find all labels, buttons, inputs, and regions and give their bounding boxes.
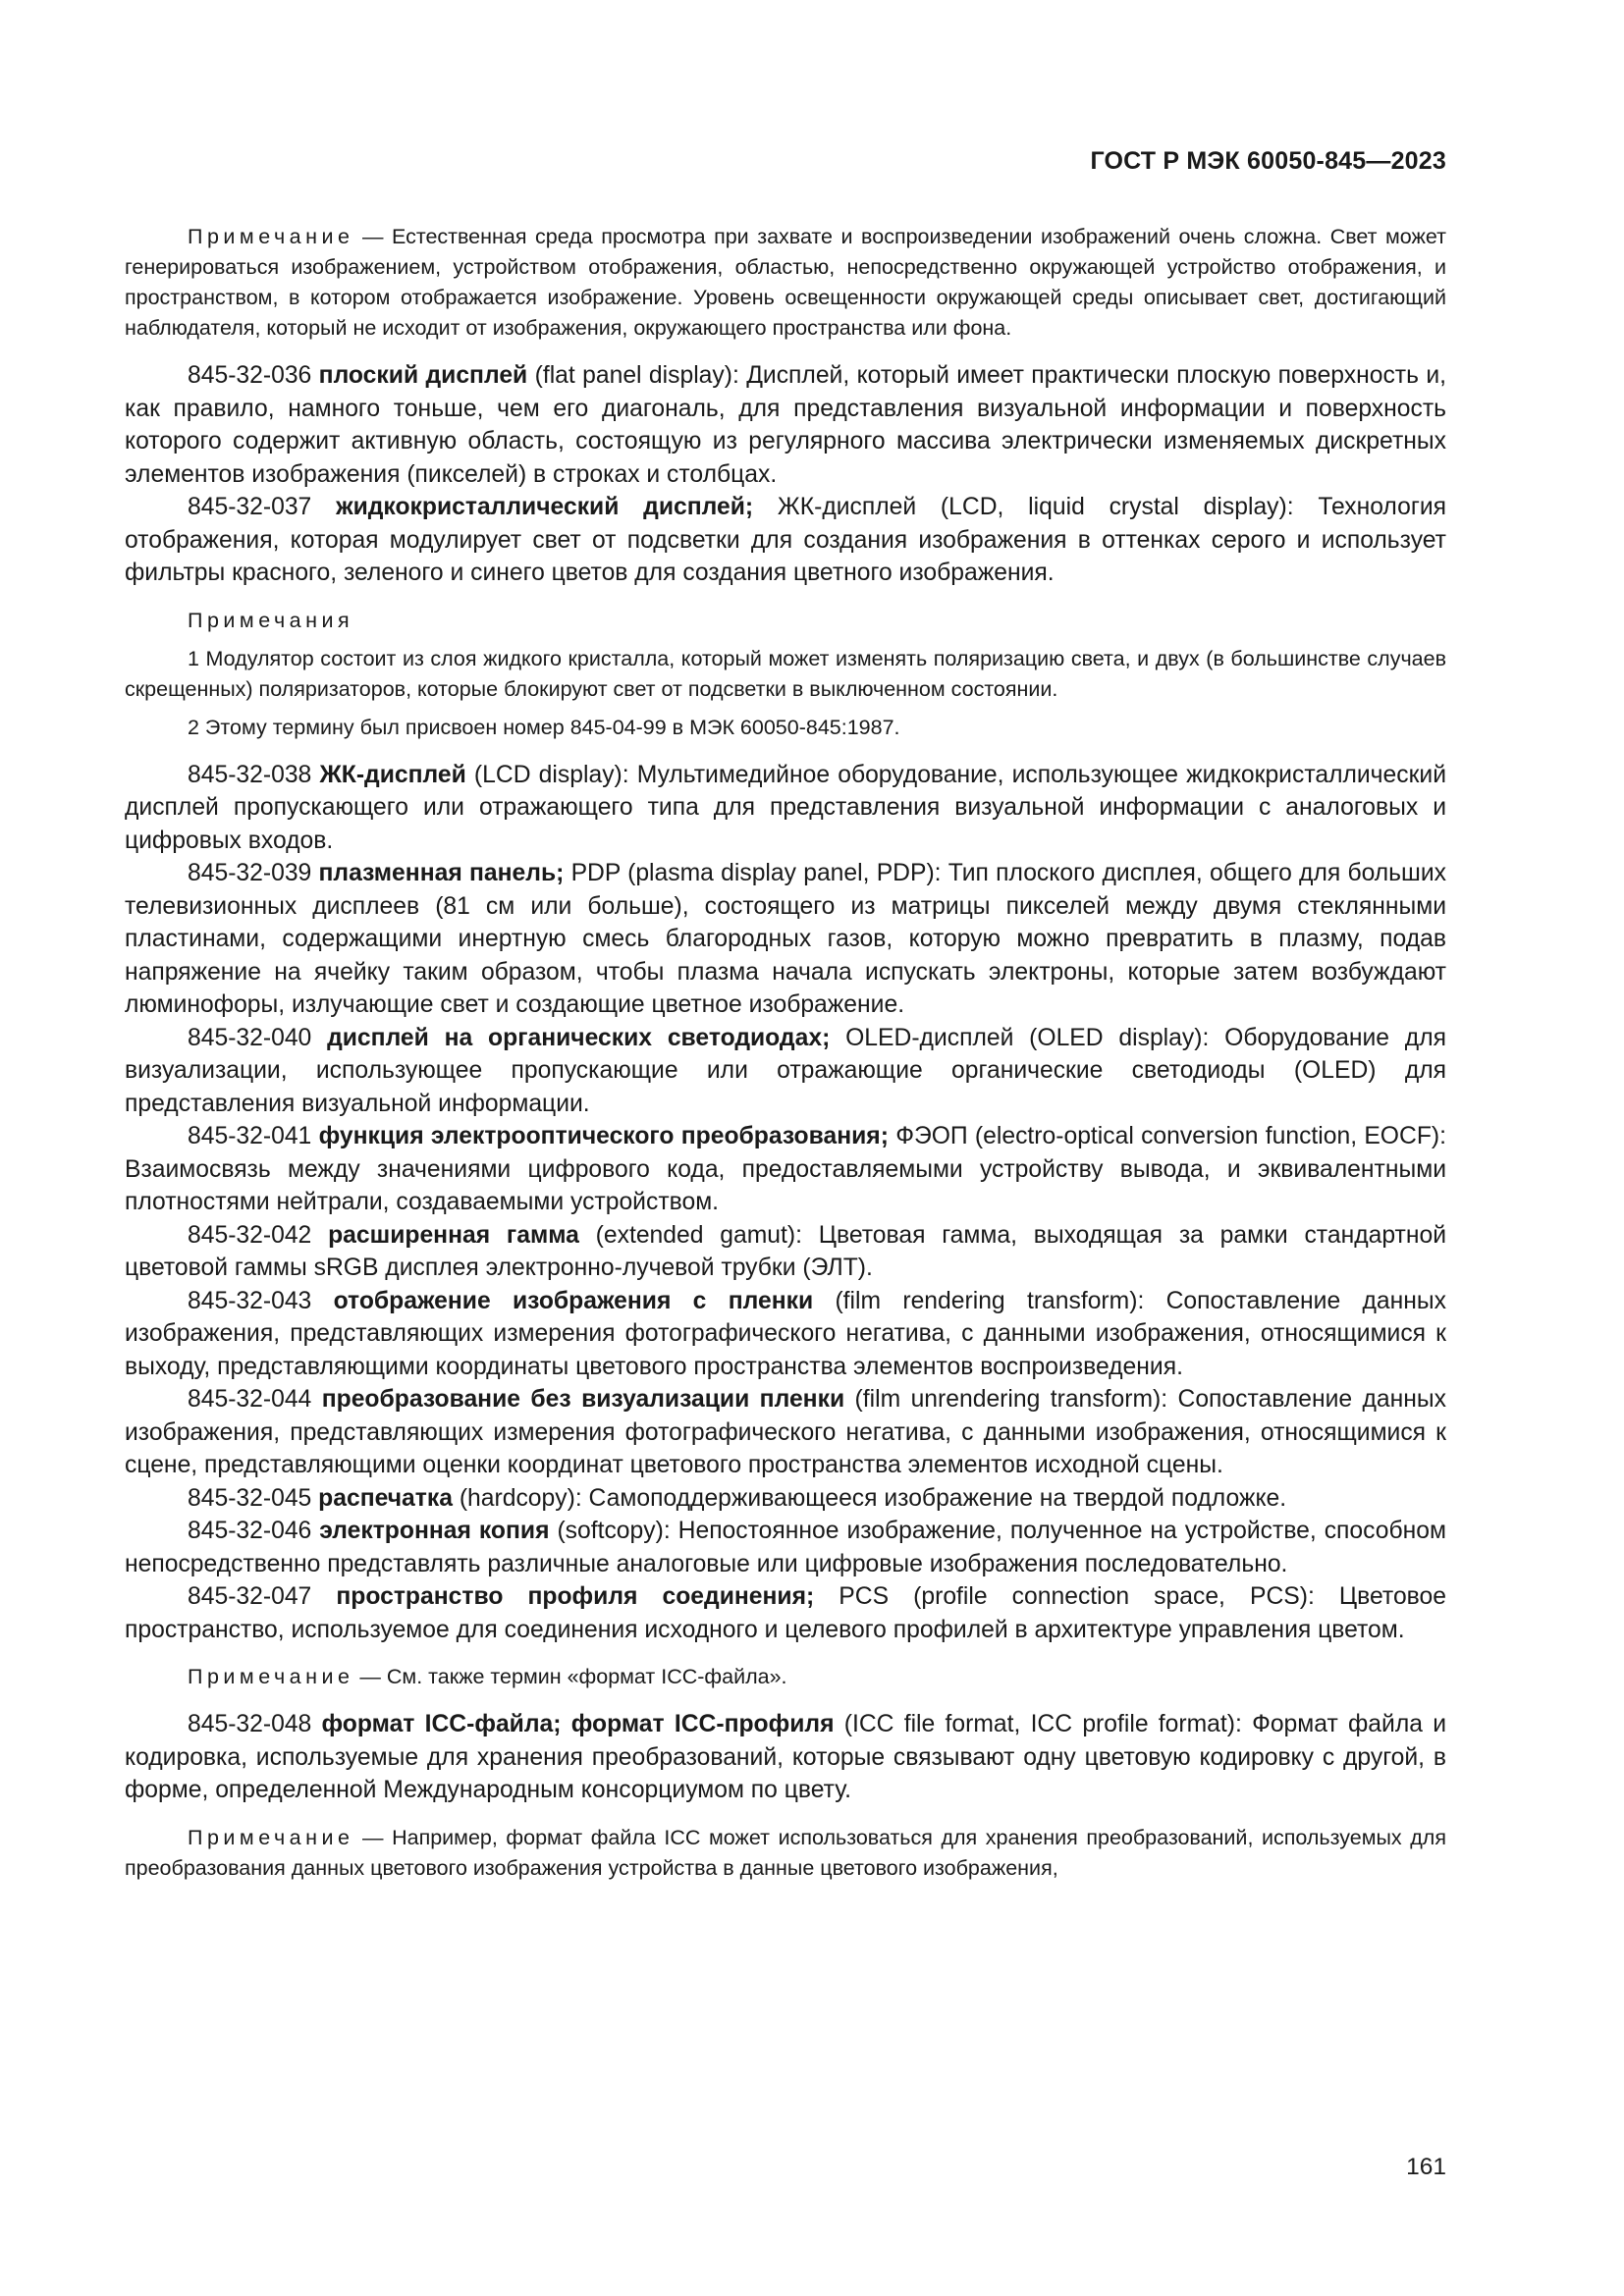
term-name: дисплей на органических светодиодах; xyxy=(327,1024,831,1051)
term-number: 845-32-039 xyxy=(188,860,319,886)
term-name: отображение изображения с пленки xyxy=(333,1287,814,1314)
term-number: 845-32-048 xyxy=(188,1711,322,1737)
term-entry-845-32-042 xyxy=(125,1219,1446,1285)
term-definition: (softcopy): Непостоянное изображение, полученное на устройстве, способном непосредственно представлять различные аналоговые или цифровые изображения последовательно. xyxy=(125,1518,1446,1577)
note-label: Примечание xyxy=(188,1665,354,1688)
note-text: — Например, формат файла ICC может использоваться для хранения преобразований, используемых для преобразования данных цветового изображения устройства в данные цветового изображения, xyxy=(125,1825,1446,1880)
term-entry-845-32-048 xyxy=(125,1708,1446,1807)
term-number: 845-32-042 xyxy=(188,1221,329,1249)
term-definition: (film unrendering transform): Сопоставление данных изображения, представляющих измерения фотографического негатива, с данными изображения, относящимися к сцене, представляющими оценки координат цветового пространства элементов исходной сцены. xyxy=(125,1386,1446,1478)
term-entry-845-32-046 xyxy=(125,1515,1446,1580)
term-number: 845-32-044 xyxy=(188,1386,322,1413)
term-number: 845-32-045 xyxy=(188,1484,319,1512)
term-entry-845-32-040 xyxy=(125,1022,1446,1121)
term-number: 845-32-046 xyxy=(188,1518,320,1544)
term-name: распечатка xyxy=(318,1484,453,1512)
note-label: Примечание xyxy=(188,225,354,248)
term-definition: ФЭОП (electro-optical conversion function, EOCF): Взаимосвязь между значениями цифрового кода, предоставляемыми устройству вывода, и эквивалентными плотностями нейтрали, создаваемыми устройством. xyxy=(125,1123,1447,1215)
term-definition: ЖК-дисплей (LCD, liquid crystal display): Технология отображения, которая модулирует свет от подсветки для создания изображения в оттенках серого и использует фильтры красного, зеленого и синего цветов для создания цветного изображения. xyxy=(125,494,1446,586)
term-entry-845-32-037 xyxy=(125,491,1446,590)
term-name: жидкокристаллический дисплей; xyxy=(336,494,754,520)
term-name: электронная копия xyxy=(319,1518,550,1544)
term-name: расширенная гамма xyxy=(328,1221,579,1249)
note-paragraph xyxy=(125,222,1446,344)
term-entry-845-32-039 xyxy=(125,857,1446,1022)
term-definition: PCS (profile connection space, PCS): Цветовое пространство, используемое для соединения исходного и целевого профилей в архитектуре управления цветом. xyxy=(125,1583,1446,1643)
term-name: преобразование без визуализации пленки xyxy=(321,1386,845,1413)
note-text: — См. также термин «формат ICC-файла». xyxy=(353,1665,787,1688)
term-definition: (LCD display): Мультимедийное оборудование, использующее жидкокристаллический дисплей пропускающего или отражающего типа для представления визуальной информации с аналоговых и цифровых входов. xyxy=(125,761,1446,854)
note-text: — Естественная среда просмотра при захвате и воспроизведении изображений очень сложна. Свет может генерироваться изображением, устройством отображения, областью, непосредственно окружающей устройство отображения, и пространством, в котором отображается изображение. Уровень освещенности окружающей среды описывает свет, достигающий наблюдателя, который не исходит от изображения, окружающего пространства или фона. xyxy=(125,225,1446,340)
term-entry-845-32-043 xyxy=(125,1285,1446,1384)
document-body xyxy=(125,222,1446,1884)
term-definition: (hardcopy): Самоподдерживающееся изображение на твердой подложке. xyxy=(452,1484,1287,1512)
term-number: 845-32-043 xyxy=(188,1287,334,1314)
term-name: ЖК-дисплей xyxy=(319,761,466,788)
note-label: Примечание xyxy=(188,1825,354,1849)
document-header: ГОСТ Р МЭК 60050-845—2023 xyxy=(1090,147,1446,175)
term-definition: OLED-дисплей (OLED display): Оборудование для визуализации, использующее пропускающие или отражающие органические светодиоды (OLED) для представления визуальной информации. xyxy=(125,1024,1446,1117)
term-number: 845-32-036 xyxy=(188,362,319,389)
document-page xyxy=(125,0,1446,2296)
term-entry-845-32-047 xyxy=(125,1580,1446,1646)
term-entry-845-32-045 xyxy=(125,1482,1446,1516)
term-number: 845-32-037 xyxy=(188,494,337,520)
term-name: плазменная панель; xyxy=(318,860,565,886)
term-entry-845-32-036 xyxy=(125,359,1446,491)
term-name: формат ICC-файла; формат ICC-профиля xyxy=(321,1711,835,1737)
term-definition: (extended gamut): Цветовая гамма, выходящая за рамки стандартной цветовой гаммы sRGB дисплея электронно-лучевой трубки (ЭЛТ). xyxy=(125,1221,1446,1281)
term-definition: (ICC file format, ICC profile format): Формат файла и кодировка, используемые для хранения преобразований, которые связывают одну цветовую кодировку с другой, в форме, определенной Международным консорциумом по цвету. xyxy=(125,1711,1446,1803)
term-entry-845-32-038 xyxy=(125,759,1446,858)
page-number: 161 xyxy=(1406,2154,1446,2180)
term-name: пространство профиля соединения; xyxy=(336,1583,815,1610)
term-name: плоский дисплей xyxy=(318,362,528,389)
term-number: 845-32-040 xyxy=(188,1024,328,1051)
note-item-1: 1 Модулятор состоит из слоя жидкого кристалла, который может изменять поляризацию света, и двух (в большинстве случаев скрещенных) поляризаторов, которые блокируют свет от подсветки в выключенном состоянии. xyxy=(125,646,1446,701)
term-name: функция электрооптического преобразования; xyxy=(318,1123,889,1149)
term-definition: PDP (plasma display panel, PDP): Тип плоского дисплея, общего для больших телевизионных дисплеев (81 см или больше), состоящего из матрицы пикселей между двумя стеклянными пластинами, содержащими инертную смесь благородных газов, которую можно превратить в плазму, подав напряжение на ячейку таким образом, чтобы плазма начала испускать электроны, которые затем возбуждают люминофоры, излучающие свет и создающие цветное изображение. xyxy=(125,860,1446,1018)
notes-heading: Примечания xyxy=(188,608,354,632)
note-paragraph xyxy=(125,1823,1446,1884)
term-entry-845-32-041 xyxy=(125,1120,1446,1219)
note-item-2: 2 Этому термину был присвоен номер 845-04-99 в МЭК 60050-845:1987. xyxy=(188,715,900,739)
term-entry-845-32-044 xyxy=(125,1383,1446,1482)
note-paragraph xyxy=(125,1662,1446,1692)
term-number: 845-32-047 xyxy=(188,1583,337,1610)
term-definition: (film rendering transform): Сопоставление данных изображения, представляющих измерения фотографического негатива, с данными изображения, относящимися к выходу, представляющими координаты цветового пространства элементов воспроизведения. xyxy=(125,1287,1446,1380)
term-definition: (flat panel display): Дисплей, который имеет практически плоскую поверхность и, как правило, намного тоньше, чем его диагональ, для представления визуальной информации и поверхность которого содержит активную область, состоящую из регулярного массива электрически изменяемых дискретных элементов изображения (пикселей) в строках и столбцах. xyxy=(125,362,1446,488)
term-number: 845-32-041 xyxy=(188,1123,319,1149)
term-number: 845-32-038 xyxy=(188,761,320,788)
